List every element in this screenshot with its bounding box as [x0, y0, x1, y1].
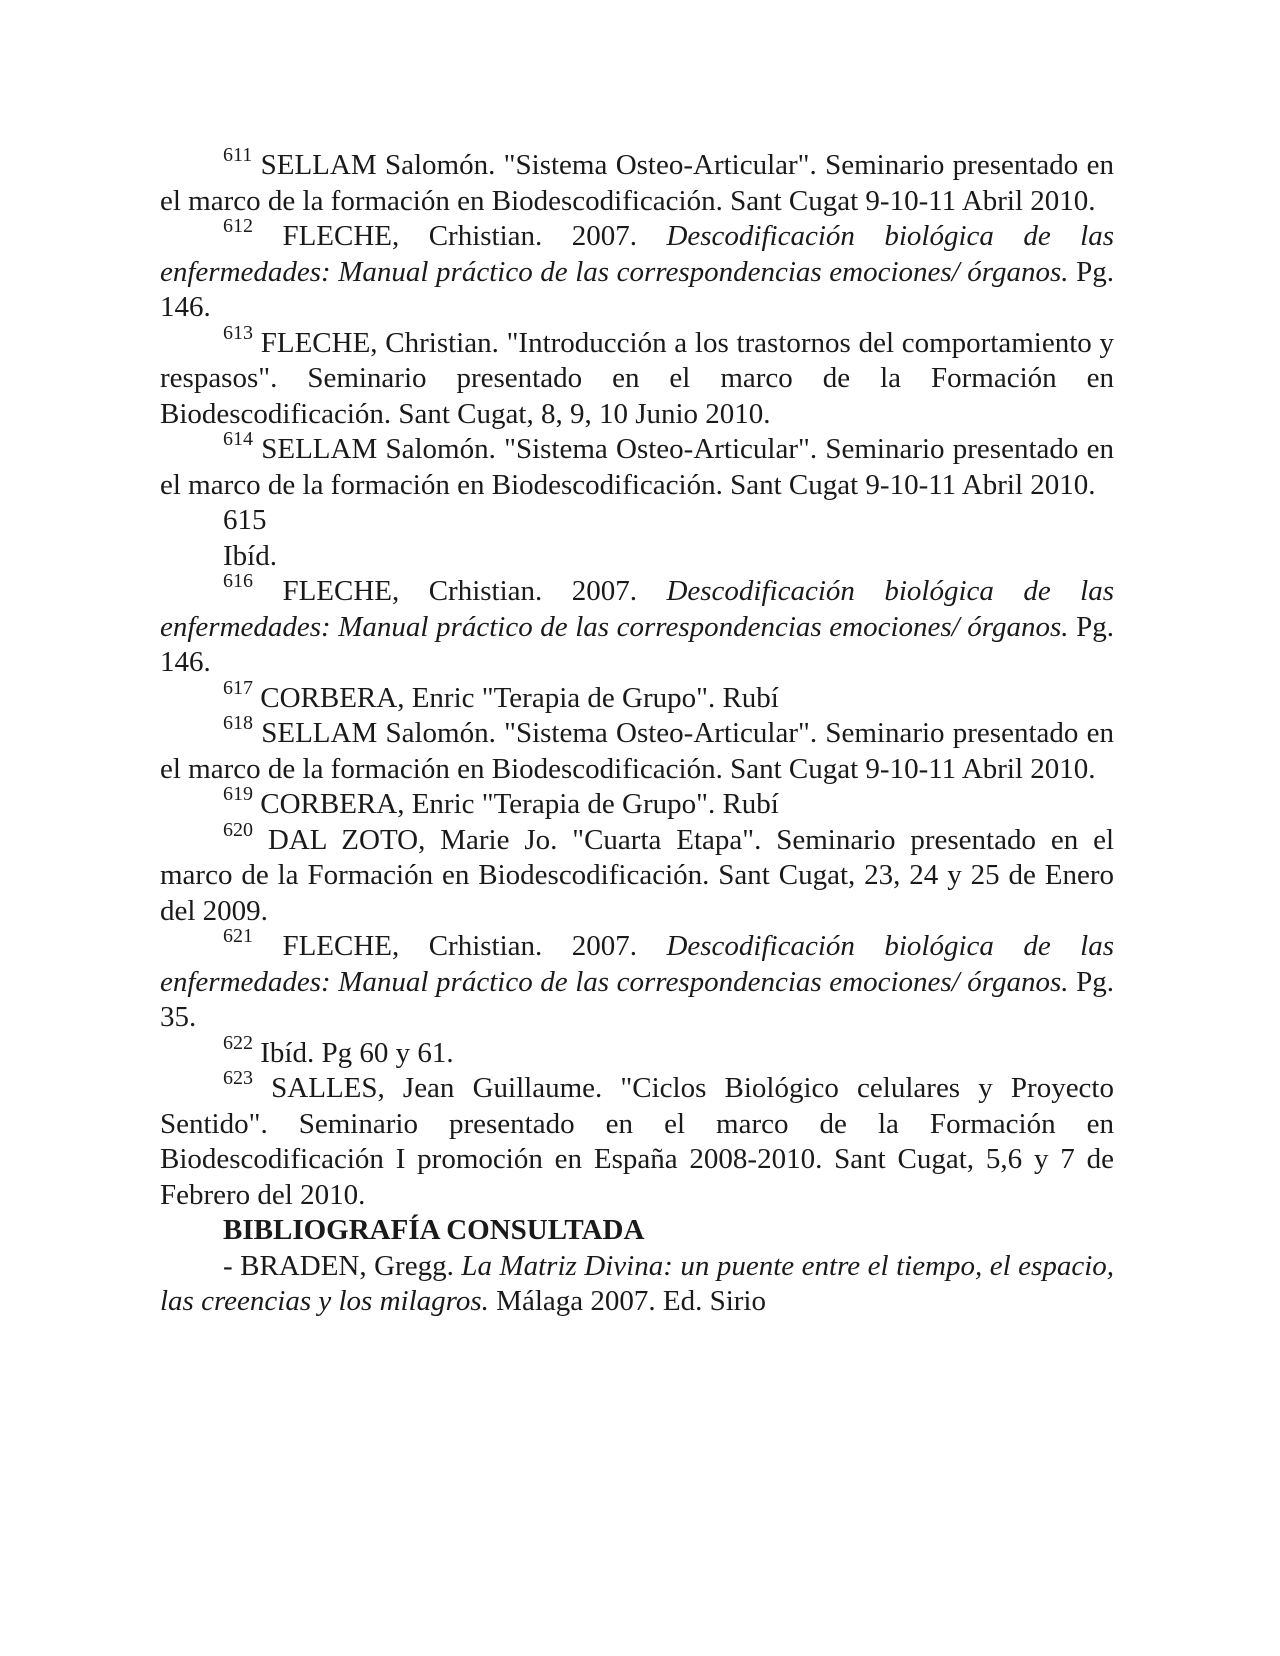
footnote-number: 618 [223, 712, 253, 735]
footnote-614 [160, 428, 1115, 503]
bibliography-entry-title: La Matriz Divina: un puente entre el tiempo, el espacio, las creencias y los milagros. [160, 1249, 1115, 1317]
footnote-text: FLECHE, Crhistian. 2007. [282, 575, 667, 607]
footnote-613 [160, 321, 1115, 433]
footnote-number: 621 [223, 925, 253, 948]
footnote-number: 620 [223, 818, 253, 841]
bibliography-entry [160, 1249, 1114, 1320]
footnote-number: 623 [223, 1067, 253, 1090]
footnote-text: SELLAM Salomón. "Sistema Osteo-Articular". Seminario presentado en el marco de la formación en Biodescodificación. Sant Cugat 9-10-11 Abril 2010. [160, 717, 1115, 785]
footnote-number: 616 [223, 570, 253, 593]
footnote-text-tail: Pg. 146. [160, 255, 1114, 323]
footnote-text: SALLES, Jean Guillaume. "Ciclos Biológico celulares y Proyecto Sentido". Seminario presentado en el marco de la Formación en Biodescodificación I promoción en España 2008-2010. Sant Cugat, 5,6 y 7 de Febrero del 2010. [160, 1072, 1114, 1211]
footnote-book-title: Descodificación biológica de las enfermedades: Manual práctico de las correspondencias emociones/ órganos. [160, 930, 1115, 998]
footnote-text: DAL ZOTO, Marie Jo. "Cuarta Etapa". Seminario presentado en el marco de la Formación en Biodescodificación. Sant Cugat, 23, 24 y 25 de Enero del 2009. [160, 823, 1115, 927]
footnote-623 [160, 1067, 1114, 1213]
footnote-611 [160, 144, 1115, 219]
footnote-618 [160, 712, 1115, 787]
document-page [160, 144, 1115, 1320]
footnote-612 [160, 215, 1115, 326]
footnote-number: 617 [223, 676, 253, 699]
footnote-book-title: Descodificación biológica de las enfermedades: Manual práctico de las correspondencias emociones/ órganos. [160, 575, 1115, 643]
footnote-616 [160, 570, 1115, 681]
footnote-text: FLECHE, Crhistian. 2007. [282, 930, 667, 962]
footnote-text: FLECHE, Christian. "Introducción a los trastornos del comportamiento y respasos". Seminario presentado en el marco de la Formación en Biodescodificación. Sant Cugat, 8, 9, 10 Junio 2010. [160, 326, 1115, 430]
footnote-text-tail: Pg. 35. [160, 965, 1114, 1033]
footnote-number: 619 [223, 783, 253, 806]
footnote-number: 614 [223, 428, 253, 451]
footnote-text-tail: Pg. 146. [160, 610, 1114, 678]
footnote-617 [160, 676, 1114, 717]
footnote-622 [160, 1031, 1114, 1072]
footnote-620 [160, 818, 1115, 930]
footnote-615-text: Ibíd. [223, 539, 277, 572]
footnote-text: SELLAM Salomón. "Sistema Osteo-Articular". Seminario presentado en el marco de la formación en Biodescodificación. Sant Cugat 9-10-11 Abril 2010. [160, 149, 1115, 217]
footnote-number: 611 [223, 144, 253, 167]
bibliography-heading: BIBLIOGRAFÍA CONSULTADA [223, 1214, 645, 1246]
footnote-text: CORBERA, Enric "Terapia de Grupo". Rubí [260, 681, 779, 714]
footnote-text: CORBERA, Enric "Terapia de Grupo". Rubí [260, 788, 779, 820]
bibliography-entry-author: - BRADEN, Gregg. [223, 1249, 462, 1282]
footnote-number: 612 [223, 215, 253, 238]
footnote-book-title: Descodificación biológica de las enfermedades: Manual práctico de las correspondencias emociones/ órganos. [160, 220, 1115, 288]
footnote-text: SELLAM Salomón. "Sistema Osteo-Articular". Seminario presentado en el marco de la formación en Biodescodificación. Sant Cugat 9-10-11 Abril 2010. [160, 433, 1115, 501]
footnote-615-number: 615 [223, 504, 267, 536]
footnote-number: 622 [223, 1031, 253, 1054]
footnote-619 [160, 783, 1114, 823]
footnote-621 [160, 925, 1115, 1036]
bibliography-entry-publisher: Málaga 2007. Ed. Sirio [488, 1285, 766, 1317]
footnote-text: Ibíd. Pg 60 y 61. [260, 1036, 454, 1069]
footnote-number: 613 [223, 321, 253, 344]
footnote-text: FLECHE, Crhistian. 2007. [282, 220, 667, 252]
